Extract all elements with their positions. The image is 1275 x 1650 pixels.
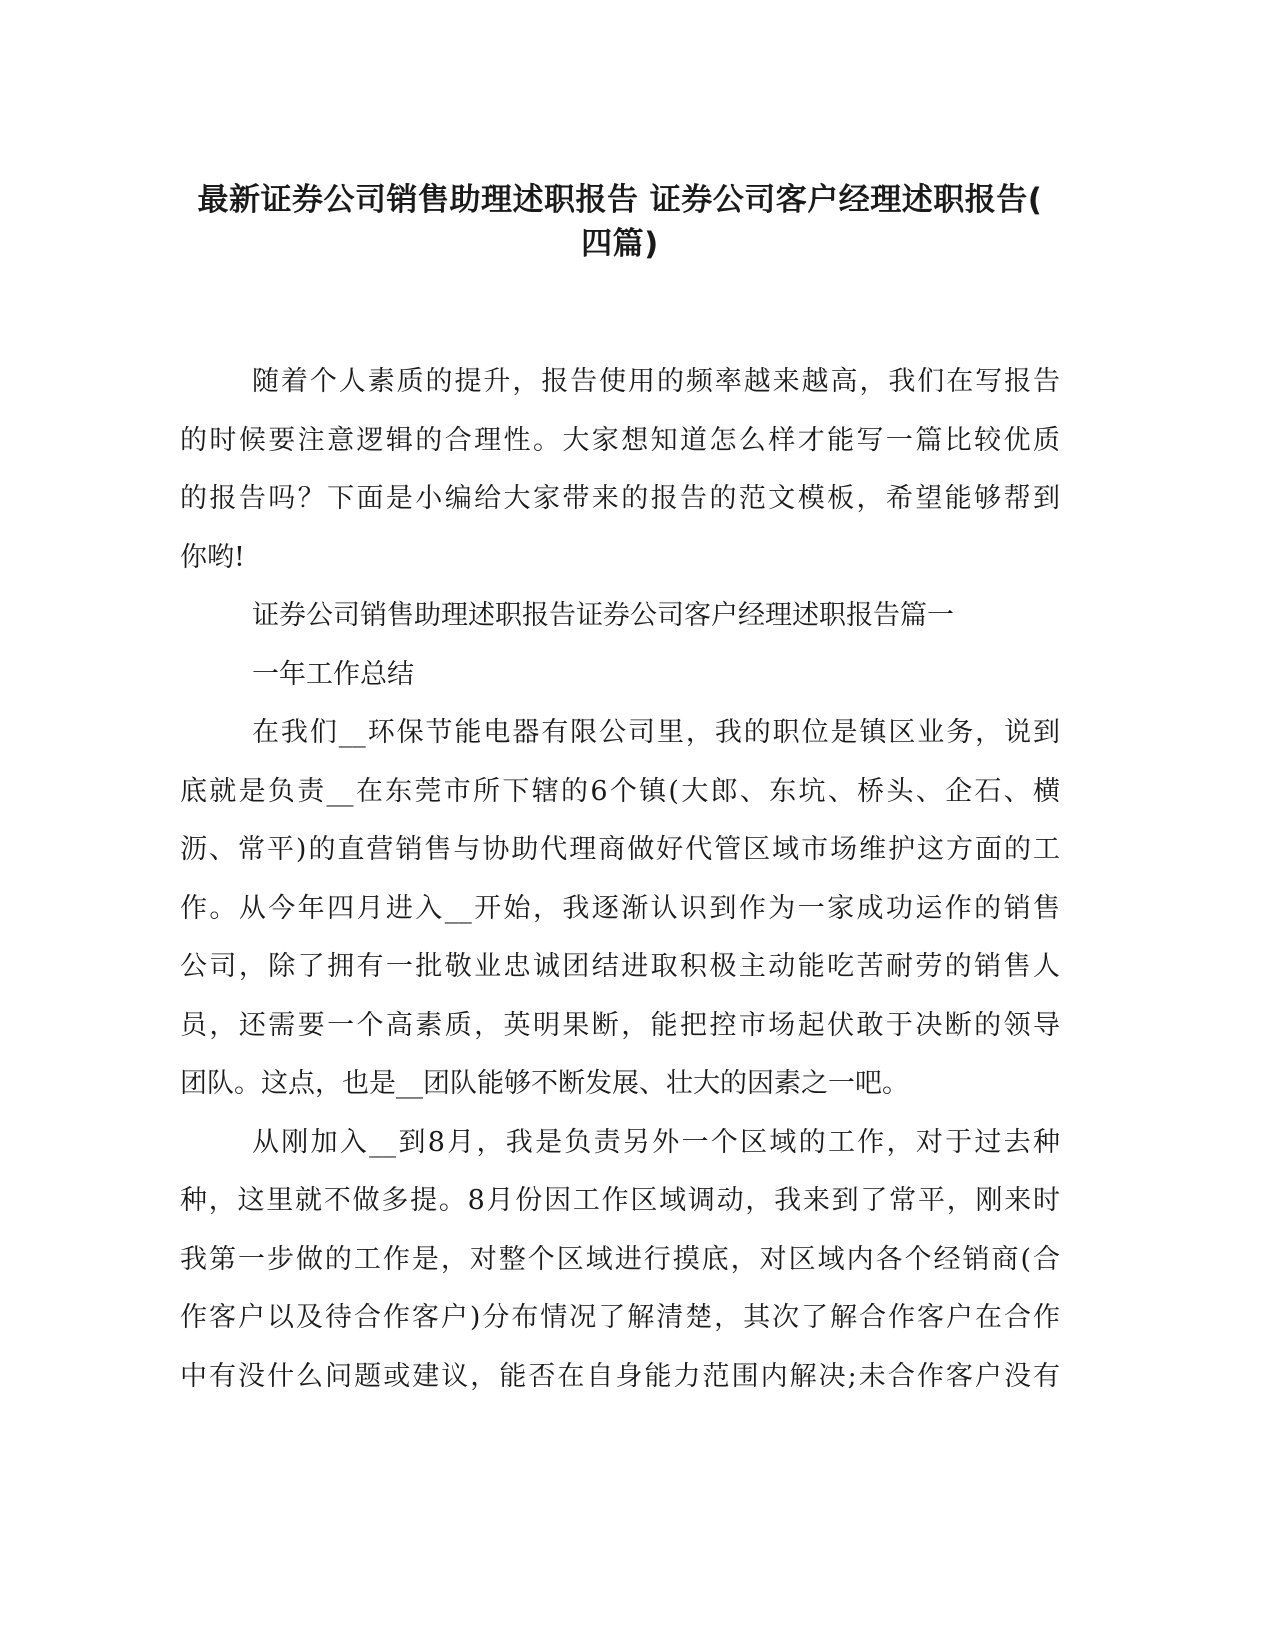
text-line: 你哟! (180, 541, 245, 573)
text-line: 公司，除了拥有一批敬业忠诚团结进取积极主动能吃苦耐劳的销售人 (180, 951, 1060, 982)
text-line: 员，还需要一个高素质，英明果断，能把控市场起伏敢于决断的领导 (180, 1009, 1060, 1041)
text-line: 我第一步做的工作是，对整个区域进行摸底，对区域内各个经销商(合 (180, 1243, 1060, 1275)
text-line: 团队。这点，也是__团队能够不断发展、壮大的因素之一吧。 (180, 1068, 909, 1099)
title-line: 最新证券公司销售助理述职报告 证券公司客户经理述职报告( (197, 182, 1043, 218)
text-line: 作客户以及待合作客户)分布情况了解清楚，其次了解合作客户在合作 (180, 1302, 1060, 1333)
text-line: 证券公司销售助理述职报告证券公司客户经理述职报告篇一 (252, 600, 954, 631)
text-line: 从刚加入__到8月，我是负责另外一个区域的工作，对于过去种 (252, 1126, 1060, 1158)
title-line: 四篇) (581, 226, 659, 262)
text-line: 沥、常平)的直营销售与协助代理商做好代管区域市场维护这方面的工 (180, 834, 1060, 865)
text-line: 作。从今年四月进入__开始，我逐渐认识到作为一家成功运作的销售 (180, 892, 1060, 924)
text-line: 的时候要注意逻辑的合理性。大家想知道怎么样才能写一篇比较优质 (180, 424, 1060, 456)
text-line: 的报告吗？下面是小编给大家带来的报告的范文模板，希望能够帮到 (180, 483, 1060, 514)
intro-paragraph (180, 353, 1060, 587)
document-body (180, 353, 1060, 1406)
section-subheading (180, 646, 1060, 705)
text-line: 中有没什么问题或建议，能否在自身能力范围内解决;未合作客户没有 (180, 1360, 1060, 1392)
section-heading (180, 587, 1060, 646)
text-line: 种，这里就不做多提。8月份因工作区域调动，我来到了常平，刚来时 (180, 1185, 1060, 1216)
document-title (180, 178, 1060, 266)
text-line: 随着个人素质的提升，报告使用的频率越来越高，我们在写报告 (252, 366, 1060, 397)
body-paragraph (180, 704, 1060, 1114)
text-line: 一年工作总结 (252, 658, 414, 690)
text-line: 底就是负责__在东莞市所下辖的6个镇(大郎、东坑、桥头、企石、横 (180, 775, 1060, 807)
body-paragraph (180, 1114, 1060, 1407)
text-line: 在我们__环保节能电器有限公司里，我的职位是镇区业务，说到 (252, 717, 1060, 748)
